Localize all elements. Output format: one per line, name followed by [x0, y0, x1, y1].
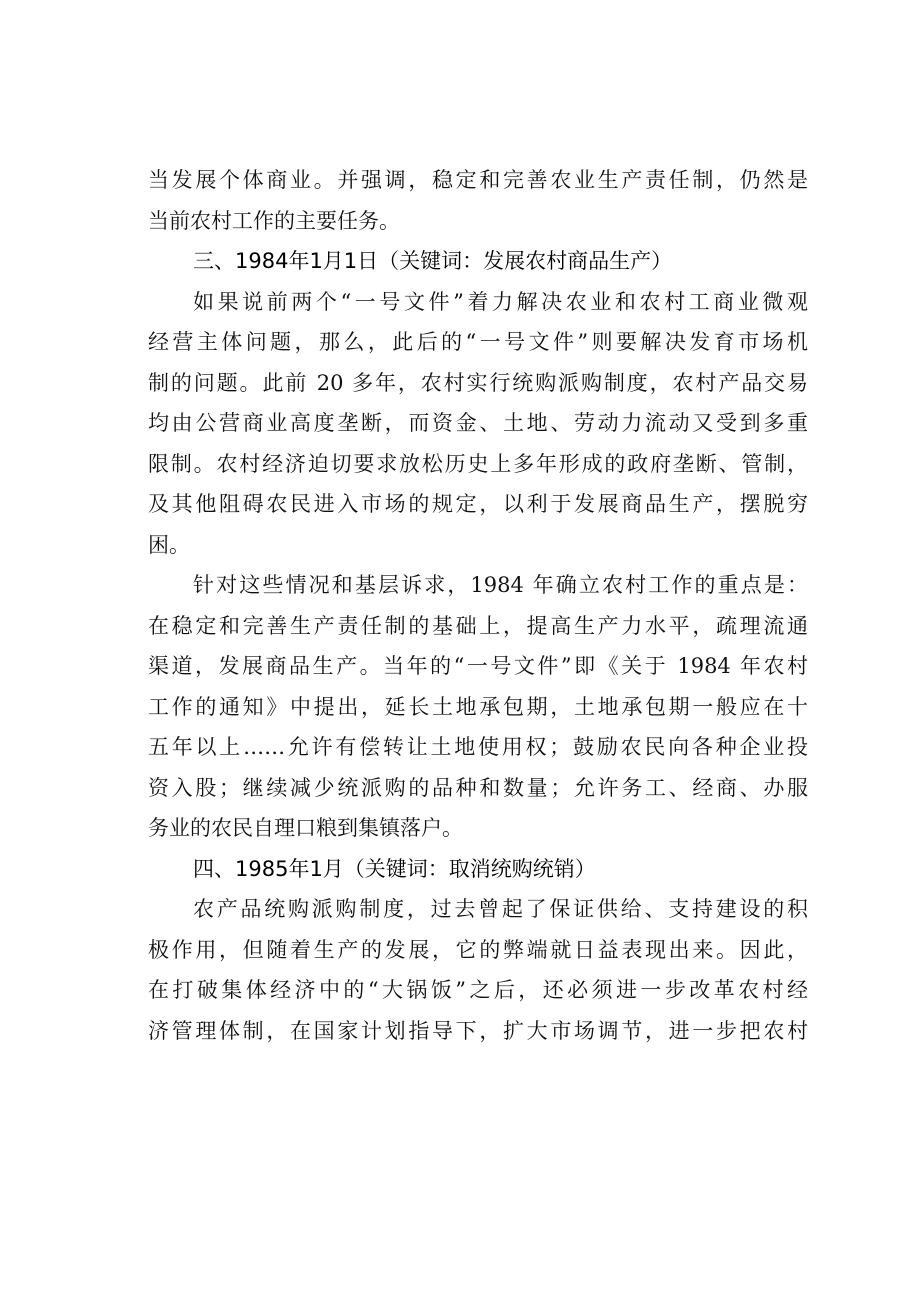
paragraph-line: 制的问题。此前 20 多年，农村实行统购派购制度，农村产品交易 [148, 370, 808, 395]
paragraph-line: 工作的通知》中提出，延长土地承包期，土地承包期一般应在十 [148, 694, 808, 719]
paragraph-line: 当发展个体商业。并强调，稳定和完善农业生产责任制，仍然是 [148, 168, 808, 192]
paragraph-line: 资入股；继续减少统派购的品种和数量；允许务工、经商、办服 [148, 775, 808, 800]
paragraph-line: 农产品统购派购制度，过去曾起了保证供给、支持建设的积 [193, 897, 808, 921]
paragraph-line: 当前农村工作的主要任务。 [148, 208, 400, 233]
paragraph-line: 务业的农民自理口粮到集镇落户。 [148, 816, 463, 840]
paragraph-line: 经营主体问题，那么，此后的“一号文件”则要解决发育市场机 [148, 330, 808, 354]
paragraph-line: 在稳定和完善生产责任制的基础上，提高生产力水平，疏理流通 [148, 613, 808, 638]
paragraph-line: 困。 [148, 532, 190, 557]
paragraph-line: 在打破集体经济中的“大锅饭”之后，还必须进一步改革农村经 [148, 978, 808, 1002]
document-body [148, 160, 808, 1051]
paragraph-line: 极作用，但随着生产的发展，它的弊端就日益表现出来。因此， [148, 937, 808, 962]
paragraph-line: 五年以上……允许有偿转让土地使用权；鼓励农民向各种企业投 [148, 735, 808, 759]
paragraph-line: 及其他阻碍农民进入市场的规定，以利于发展商品生产，摆脱穷 [148, 492, 808, 516]
paragraph-line: 渠道，发展商品生产。当年的“一号文件”即《关于 1984 年农村 [148, 654, 808, 678]
section-heading: 四、1985年1月（关键词：取消统购统销） [193, 856, 596, 881]
section-heading: 三、1984年1月1日（关键词：发展农村商品生产） [193, 249, 673, 273]
paragraph-line: 限制。农村经济迫切要求放松历史上多年形成的政府垄断、管制， [148, 451, 808, 476]
paragraph-line: 均由公营商业高度垄断，而资金、土地、劳动力流动又受到多重 [148, 411, 808, 435]
paragraph-line: 济管理体制，在国家计划指导下，扩大市场调节，进一步把农村 [148, 1018, 808, 1043]
paragraph-line: 如果说前两个“一号文件”着力解决农业和农村工商业微观 [193, 289, 808, 314]
paragraph-line: 针对这些情况和基层诉求，1984 年确立农村工作的重点是： [193, 573, 808, 597]
